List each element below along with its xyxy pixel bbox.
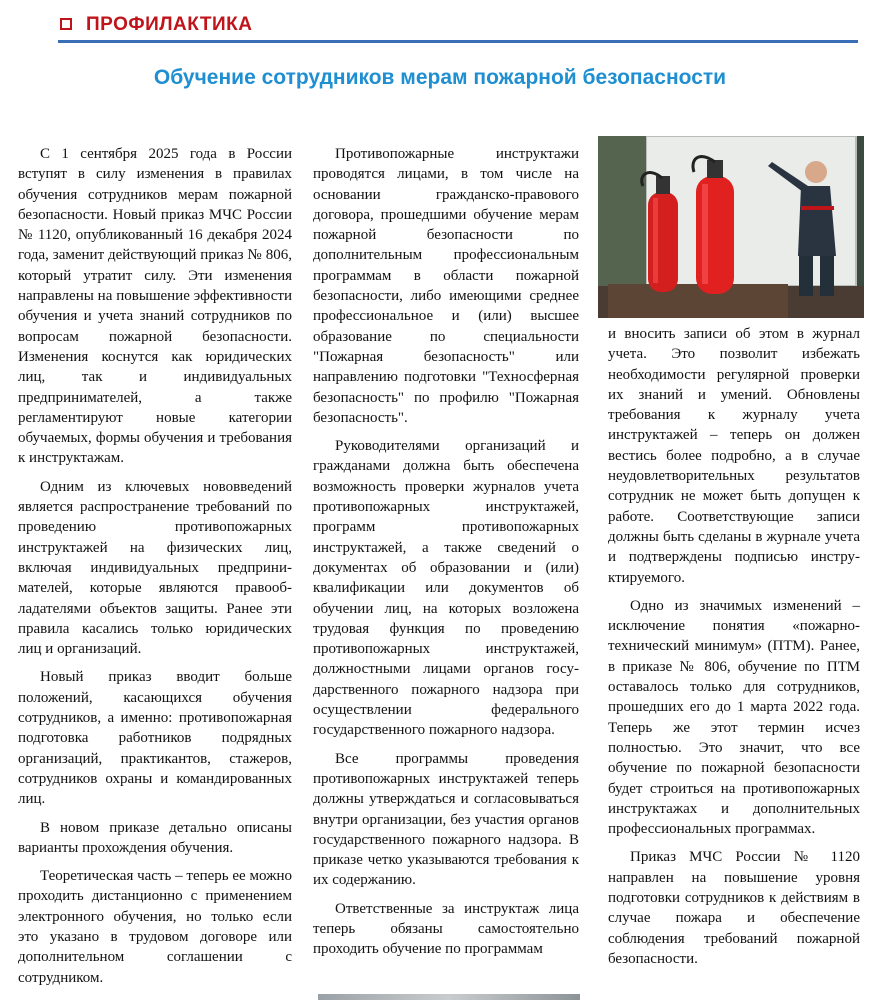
paragraph: Противопожарные инструктажи проводятся лицами, в том числе на основании гражданско-правового договора, прошедшими обучение мерам пожарной безопасности по дополнительным профессиональным программам в области пожарной безопасности, либо имеющими среднее профессиональное и (или) высшее образование по специальности "Пожарная безопасность" или направлению подготовки "Техносферная безопасность" по профилю "Пожарная безопасность". — [313, 146, 579, 426]
paragraph: Ответственные за инструктаж лица теперь обязаны самостоятельно проходить обучение по программам — [313, 900, 579, 958]
paragraph: Одним из ключевых нововведений является распространение требований по проведению противопожарных инструктажей на физических лиц, включая индивидуальных предпринимателей, которые являются правообладателями объектов защиты. Ранее эти правила касались только юридических лиц и организаций. — [18, 478, 292, 658]
article-column-2 — [313, 144, 579, 968]
paragraph: Все программы проведения противопожарных инструктажей теперь должны утверждаться и согласовываться внутри организации, без участия органов государственного пожарного надзора. В приказе четко указываются требования к их содержанию. — [313, 750, 579, 889]
article-column-3 — [608, 324, 860, 977]
paragraph: Новый приказ вводит больше положений, касающихся обучения сотрудников, а именно: противопожарная подготовка работников подрядных организаций, практикантов, стажеров, сотрудников охраны и командированных лиц. — [18, 669, 292, 808]
paragraph: В новом приказе детально описаны варианты прохождения обучения. — [18, 819, 292, 856]
fire-extinguishers-training-photo — [598, 136, 864, 318]
next-photo-edge — [318, 994, 580, 1000]
article-column-1 — [18, 144, 292, 996]
paragraph: Руководителями организаций и гражданами должна быть обеспечена возможность проверки журналов учета противопожарных инструктажей, программ противопожарных инструктажей, а также сведений о документах об образовании и (или) квалификации или документов об обучении лиц, на которых возложена трудовая функция по проведению противопожарных инструктажей, должностными лицами органов государственного пожарного надзора при осуществлении федерального государственного пожарного надзора. — [313, 438, 579, 739]
checkbox-square-icon — [60, 18, 72, 30]
section-title: ПРОФИЛАКТИКА — [86, 14, 253, 35]
paragraph: Одно из значимых изменений – исключение понятия «пожарно-технический минимум» (ПТМ). Ранее, в приказе № 806, обучение по ПТМ оставалось только для сотрудников, прошедших его до 1 марта 2022 года. Теперь же этот термин исчез полностью. Это значит, что все обучение по пожарной безопасности будет строиться на противопожарных инструктажах и дополнительных профессиональных программах. — [608, 597, 860, 838]
paragraph: Приказ МЧС России № 1120 направлен на повышение уровня подготовки сотрудников к действиям в случае пожара и обеспечение соблюдения требований пожарной безопасности. — [608, 849, 860, 967]
paragraph: Теоретическая часть – теперь ее можно проходить дистанционно с применением электронного обучения, но только если это указано в трудовом договоре или дополнительном соглашении с сотрудником. — [18, 868, 292, 986]
paragraph: и вносить записи об этом в журнал учета. Это позволит избежать необходимости регулярной проверки их знаний и умений. Обновлены требования к журналу учета инструктажей – теперь он должен вестись более подробно, а в случае неудовлетворительных результатов сотрудник не может быть допущен к работе. Соответствующие записи должны быть сделаны в журнале учета и подтверждены подписью инструктируемого. — [608, 326, 860, 586]
photo-illustration — [598, 136, 864, 318]
section-header — [58, 12, 858, 44]
article-title: Обучение сотрудников мерам пожарной безопасности — [153, 66, 727, 89]
paragraph: С 1 сентября 2025 года в России вступят в силу изменения в правилах обучения сотрудников мерам пожарной безопасности. Новый приказ МЧС России № 1120, опубликованный 16 декабря 2024 года, заменит действующий приказ № 806, который утратит силу. Эти изменения направлены на повышение эффективности обучения и учета знаний сотрудников по вопросам пожарной безопасности. Изменения коснутся как юридических лиц, так и индивидуальных предпринимателей, а также регламентируют новые категории обучаемых, формы обучения и требования к инструктажам. — [18, 146, 292, 467]
section-divider — [58, 40, 858, 43]
